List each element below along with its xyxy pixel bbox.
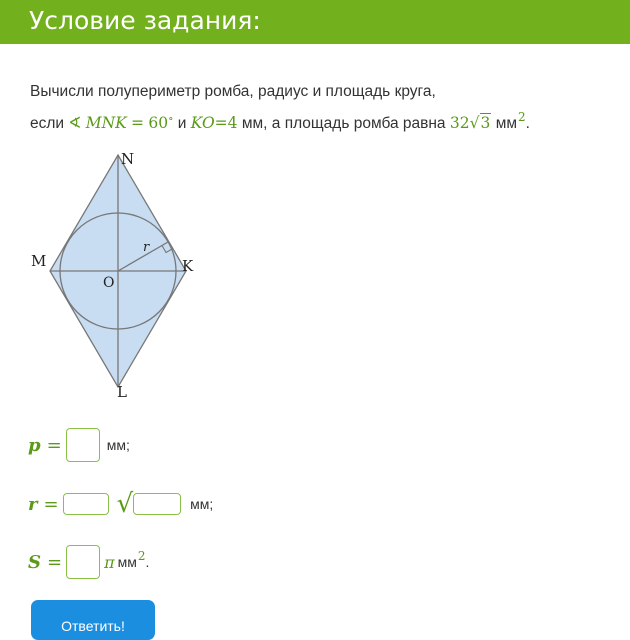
angle-symbol: ∢ [68, 114, 82, 133]
segment-value: 4 [227, 114, 238, 133]
segment-name: KO [190, 114, 215, 133]
eq-s: = [47, 551, 63, 573]
task-line-1: Вычисли полупериметр ромба, радиус и площадь круга, [30, 83, 436, 100]
pi-symbol: π [104, 552, 115, 572]
angle-value: 60∘ [148, 112, 174, 133]
area-text: , а площадь ромба равна [263, 115, 446, 133]
segment-eq: = [214, 114, 228, 133]
unit-r: мм; [190, 496, 214, 512]
var-r: r [28, 493, 38, 515]
period: . [525, 115, 530, 133]
answer-row-s [28, 544, 149, 580]
and-word: и [177, 115, 187, 133]
answer-input-r-root[interactable] [133, 493, 181, 515]
header-title: Условие задания: [29, 6, 261, 35]
if-word: если [30, 115, 65, 133]
var-s: S [28, 551, 41, 573]
answer-input-p[interactable] [66, 428, 100, 462]
answer-input-s[interactable] [66, 545, 100, 579]
unit-s: мм2. [117, 549, 150, 570]
unit-p: мм; [106, 437, 130, 453]
answer-row-r [28, 486, 213, 522]
angle-eq: = [131, 114, 145, 133]
label-n: N [121, 150, 135, 168]
var-p: p [28, 434, 41, 456]
label-l: L [117, 383, 127, 401]
answer-row-p [28, 427, 130, 463]
area-value: 32√3 [449, 114, 491, 133]
label-r: r [143, 240, 150, 255]
task-statement [30, 78, 625, 138]
sqrt-symbol: √ [116, 489, 134, 519]
angle-name: MNK [85, 114, 127, 133]
segment-unit: мм [241, 115, 264, 133]
rhombus-figure [0, 140, 230, 410]
submit-answer-button[interactable]: Ответить! [31, 600, 155, 640]
answer-input-r-coef[interactable] [63, 493, 109, 515]
label-o: O [103, 275, 115, 291]
label-m: M [31, 252, 47, 270]
eq-r: = [43, 493, 59, 515]
task-line-2 [30, 105, 625, 138]
task-header [0, 0, 630, 44]
eq-p: = [46, 434, 62, 456]
area-unit: $мм^2$ [495, 110, 526, 133]
label-k: K [182, 257, 194, 275]
